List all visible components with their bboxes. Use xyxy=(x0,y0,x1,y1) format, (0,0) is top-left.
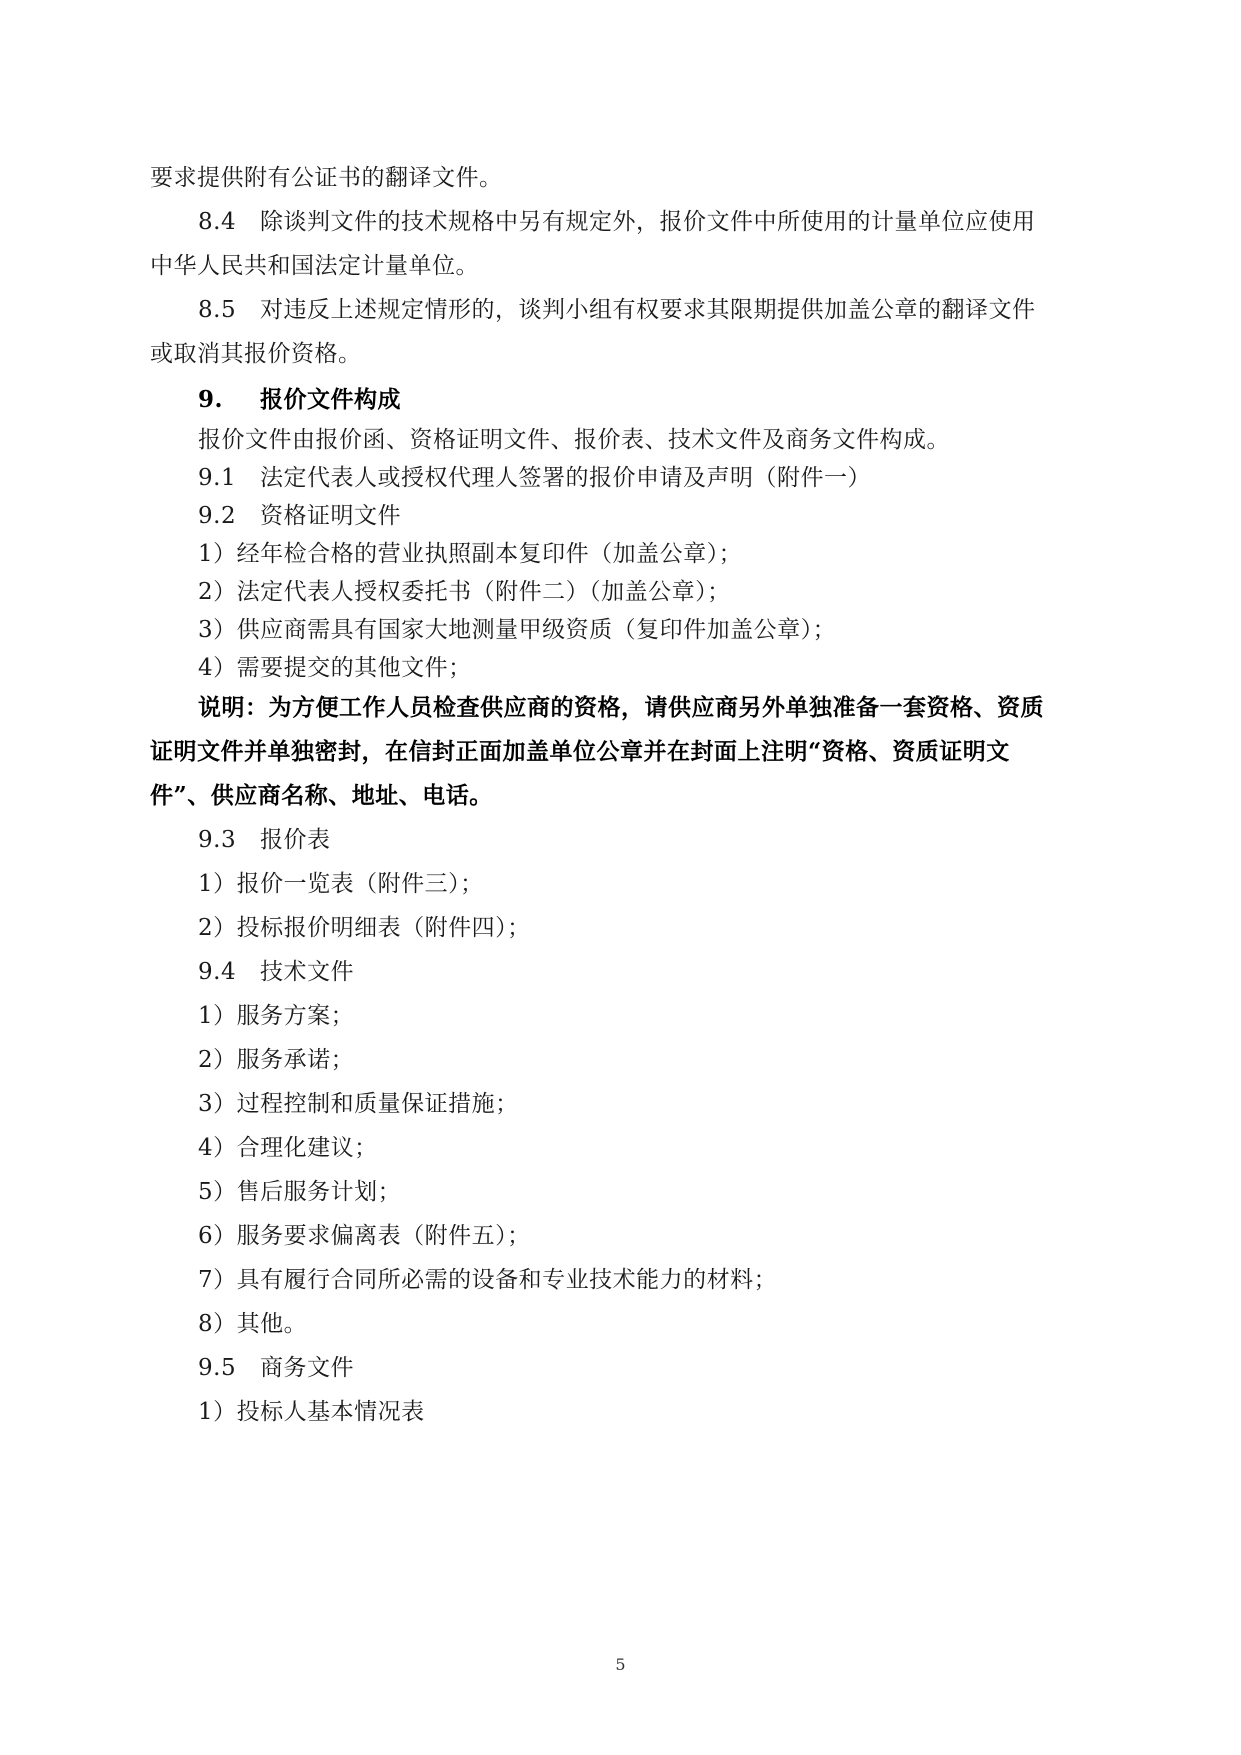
list-item: 1）服务方案； xyxy=(198,1003,355,1029)
list-item: 4）需要提交的其他文件； xyxy=(198,655,472,681)
section-title: 报价文件构成 xyxy=(260,386,401,413)
list-item: 4）合理化建议； xyxy=(198,1135,378,1161)
clause-9-5: 9.5 商务文件 xyxy=(198,1352,1143,1384)
list-item: 1）投标人基本情况表 xyxy=(198,1399,425,1425)
paragraph-line: 报价文件由报价函、资格证明文件、报价表、技术文件及商务文件构成。 xyxy=(198,427,950,453)
clause-number: 8.4 xyxy=(198,209,237,235)
list-item: 3）过程控制和质量保证措施； xyxy=(198,1091,519,1117)
note-line: 件”、供应商名称、地址、电话。 xyxy=(150,782,493,809)
paragraph-line: 中华人民共和国法定计量单位。 xyxy=(150,253,479,279)
list-item: 8）其他。 xyxy=(198,1311,308,1337)
clause-number: 9.5 xyxy=(198,1355,237,1381)
note-line: 证明文件并单独密封，在信封正面加盖单位公章并在封面上注明“资格、资质证明文 xyxy=(150,738,1010,765)
clause-9-4: 9.4 技术文件 xyxy=(198,956,1143,988)
list-item: 3）供应商需具有国家大地测量甲级资质（复印件加盖公章）； xyxy=(198,617,837,643)
paragraph-line: 要求提供附有公证书的翻译文件。 xyxy=(150,165,503,191)
clause-number: 9.4 xyxy=(198,959,237,985)
paragraph-line: 或取消其报价资格。 xyxy=(150,341,362,367)
clause-9-1: 9.1 法定代表人或授权代理人签署的报价申请及声明（附件一） xyxy=(198,462,1143,494)
list-item: 2）投标报价明细表（附件四）； xyxy=(198,915,531,941)
list-item: 6）服务要求偏离表（附件五）； xyxy=(198,1223,531,1249)
list-item: 1）报价一览表（附件三）； xyxy=(198,871,484,897)
clause-9-3: 9.3 报价表 xyxy=(198,824,1143,856)
list-item: 2）服务承诺； xyxy=(198,1047,355,1073)
page-number: 5 xyxy=(615,1655,626,1674)
section-number: 9. xyxy=(198,386,224,413)
clause-number: 9.3 xyxy=(198,827,237,853)
clause-number: 8.5 xyxy=(198,297,237,323)
list-item: 2）法定代表人授权委托书（附件二）（加盖公章）； xyxy=(198,579,731,605)
clause-number: 9.1 xyxy=(198,465,237,491)
clause-number: 9.2 xyxy=(198,503,237,529)
list-item: 7）具有履行合同所必需的设备和专业技术能力的材料； xyxy=(198,1267,778,1293)
clause-8-5: 8.5 对违反上述规定情形的，谈判小组有权要求其限期提供加盖公章的翻译文件 xyxy=(198,294,1143,326)
list-item: 1）经年检合格的营业执照副本复印件（加盖公章）； xyxy=(198,541,743,567)
clause-8-4: 8.4 除谈判文件的技术规格中另有规定外，报价文件中所使用的计量单位应使用 xyxy=(198,206,1143,238)
list-item: 5）售后服务计划； xyxy=(198,1179,402,1205)
note-line: 说明：为方便工作人员检查供应商的资格，请供应商另外单独准备一套资格、资质 xyxy=(198,694,1044,721)
clause-9-2: 9.2 资格证明文件 xyxy=(198,500,1143,532)
section-heading-9 xyxy=(198,384,1143,416)
